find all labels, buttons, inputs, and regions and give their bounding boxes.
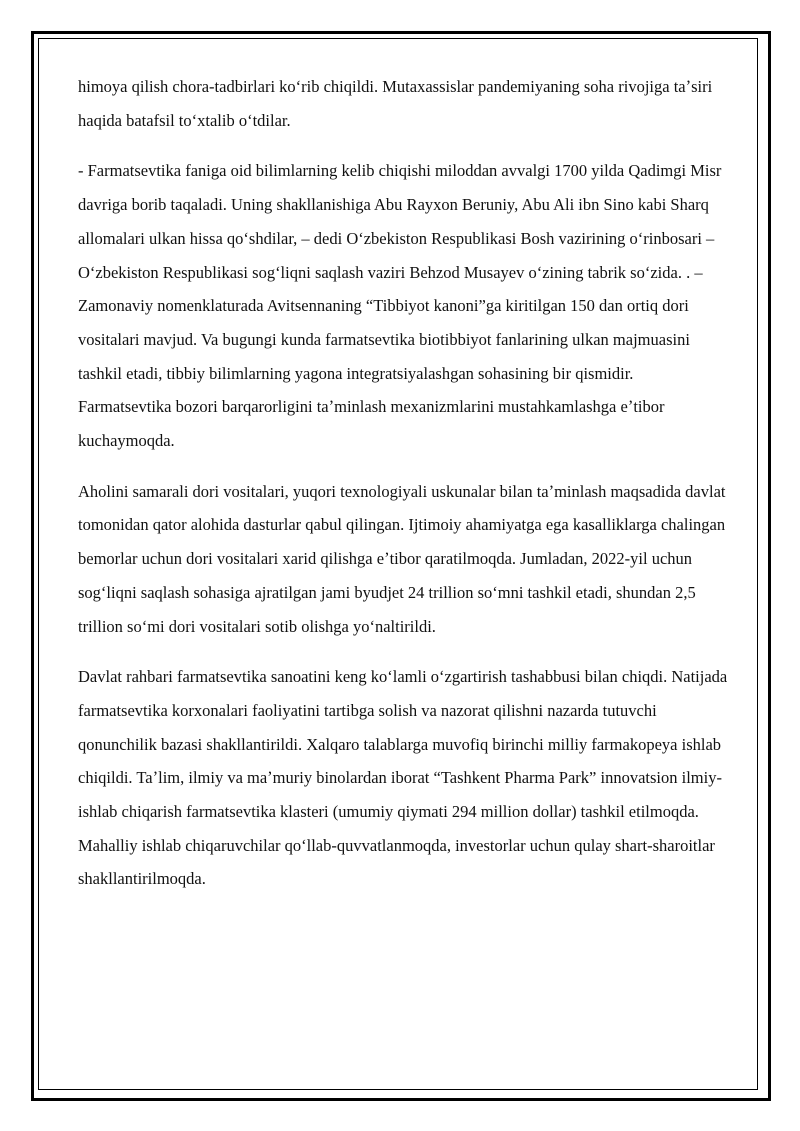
- paragraph-4: Davlat rahbari farmatsevtika sanoatini keng koʻlamli oʻzgartirish tashabbusi bilan chiqdi. Natijada farmatsevtika korxonalari faoliyatini tartibga solish va nazorat qilishni nazarda tutuvchi qonunchilik bazasi shakllantirildi. Xalqaro talablarga muvofiq birinchi milliy farmakopeya ishlab chiqildi. Taʼlim, ilmiy va maʼmuriy binolardan iborat “Tashkent Pharma Park” innovatsion ilmiy-ishlab chiqarish farmatsevtika klasteri (umumiy qiymati 294 million dollar) tashkil etilmoqda. Mahalliy ishlab chiqaruvchilar qoʻllab-quvvatlanmoqda, investorlar uchun qulay shart-sharoitlar shakllantirilmoqda.: [78, 667, 728, 889]
- paragraph-3: Aholini samarali dori vositalari, yuqori texnologiyali uskunalar bilan taʼminlash maqsadida davlat tomonidan qator alohida dasturlar qabul qilingan. Ijtimoiy ahamiyatga ega kasalliklarga chalingan bemorlar uchun dori vositalari xarid qilishga eʼtibor qaratilmoqda. Jumladan, 2022-yil uchun sogʻliqni saqlash sohasiga ajratilgan jami byudjet 24 trillion soʻmni tashkil etadi, shundan 2,5 trillion soʻmi dori vositalari sotib olishga yoʻnaltirildi.: [78, 481, 726, 636]
- paragraph-1: himoya qilish chora-tadbirlari koʻrib chiqildi. Mutaxassislar pandemiyaning soha rivojiga taʼsiri haqida batafsil toʻxtalib oʻtdilar.: [78, 77, 713, 130]
- document-body: [78, 70, 728, 913]
- paragraph-2: - Farmatsevtika faniga oid bilimlarning kelib chiqishi miloddan avvalgi 1700 yilda Qadimgi Misr davriga borib taqaladi. Uning shakllanishiga Abu Rayxon Beruniy, Abu Ali ibn Sino kabi Sharq allomalari ulkan hissa qoʻshdilar, – dedi Oʻzbekiston Respublikasi Bosh vazirining oʻrinbosari – Oʻzbekiston Respublikasi sogʻliqni saqlash vaziri Behzod Musayev oʻzining tabrik soʻzida. . – Zamonaviy nomenklaturada Avitsennaning “Tibbiyot kanoni”ga kiritilgan 150 dan ortiq dori vositalari mavjud. Va bugungi kunda farmatsevtika biotibbiyot fanlarining ulkan majmuasini tashkil etadi, tibbiy bilimlarning yagona integratsiyalashgan sohasining bir qismidir. Farmatsevtika bozori barqarorligini taʼminlash mexanizmlarini mustahkamlashga eʼtibor kuchaymoqda.: [78, 161, 722, 451]
